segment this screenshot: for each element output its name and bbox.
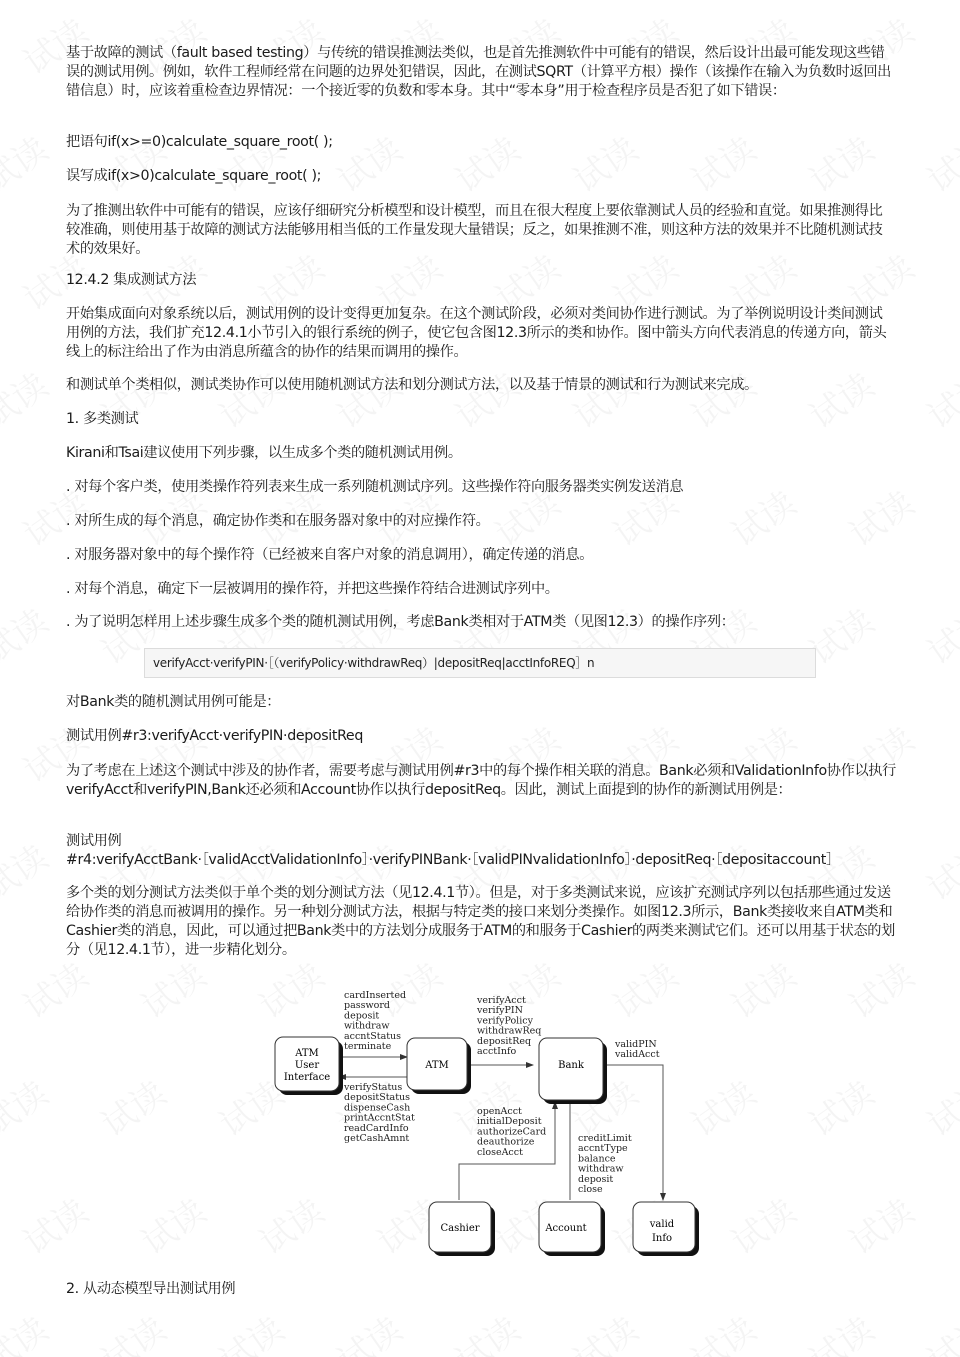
diagram-label-atm-to-bank: verifyAcct xyxy=(477,995,526,1006)
diagram-label-bank-to-account: creditLimit xyxy=(578,1133,632,1144)
subheading-dynamic-model: 2. 从动态模型导出测试用例 xyxy=(66,1281,236,1297)
diagram-label-atm-to-ui: getCashAmnt xyxy=(344,1133,410,1144)
paragraph-guess: 为了推测出软件中可能有的错误，应该仔细研究分析模型和设计模型，而且在很大程度上要依靠测试人员的经验和直觉。如果推测得比较准确，则使用基于故障的测试方法能够用相当低的工作量发现大量错误；反之，如果推测不准，则这种方法的效果并不比随机测试技术的效果好。 xyxy=(66,203,883,257)
step-item-3: . 对服务器对象中的每个操作符（已经被来自客户对象的消息调用），确定传递的消息。 xyxy=(66,547,594,563)
test-case-r4-label: 测试用例 xyxy=(66,833,122,849)
diagram-label-atm-to-bank: verifyPolicy xyxy=(477,1015,533,1027)
diagram-label-ui-to-atm: withdraw xyxy=(344,1020,390,1032)
diagram-label-bank-to-account: close xyxy=(578,1184,603,1195)
diagram-label-ui-to-atm: password xyxy=(344,1000,390,1012)
svg-text:Cashier: Cashier xyxy=(440,1223,480,1234)
test-case-r4: #r4:verifyAcctBank·［validAcctValidationInfo］·verifyPINBank·［validPINvalidationInfo］·depositReq·［depositaccount］ xyxy=(66,852,840,868)
paragraph-bank-random: 对Bank类的随机测试用例可能是： xyxy=(66,694,281,710)
diagram-label-bank-to-account: balance xyxy=(578,1153,616,1165)
diagram-label-cashier-to-bank: authorizeCard xyxy=(477,1126,547,1138)
diagram-label-bank-to-validation: validAcct xyxy=(615,1049,660,1061)
step-item-2: . 对所生成的每个消息，确定协作类和在服务器对象中的对应操作符。 xyxy=(66,513,490,529)
step-item-5: . 为了说明怎样用上述步骤生成多个类的随机测试用例，考虑Bank类相对于ATM类（见图12.3）的操作序列： xyxy=(66,614,735,630)
node-cashier xyxy=(429,1202,495,1256)
svg-text:Interface: Interface xyxy=(283,1072,331,1083)
svg-text:User: User xyxy=(294,1060,320,1071)
test-case-r3: 测试用例#r3:verifyAcct·verifyPIN·depositReq xyxy=(66,728,363,744)
diagram-label-ui-to-atm: cardInserted xyxy=(344,990,407,1001)
paragraph-collaborators: 为了考虑在上述这个测试中涉及的协作者，需要考虑与测试用例#r3中的每个操作相关联的消息。Bank必须和ValidationInfo协作以执行verifyAcct和verifyPIN,Bank还必须和Account协作以执行depositReq。因此，测试上面提到的协作的新测试用例是： xyxy=(66,763,896,798)
node-atm-user-interface xyxy=(275,1037,343,1095)
diagram-label-ui-to-atm: terminate xyxy=(344,1041,392,1052)
diagram-label-atm-to-ui: depositStatus xyxy=(344,1092,411,1104)
paragraph-intro: 基于故障的测试（fault based testing）与传统的错误推测法类似，也是首先推测软件中可能有的错误，然后设计出最可能发现这些错误的测试用例。例如，软件工程师经常在问题的边界处犯错误，因此，在测试SQRT（计算平方根）操作（该操作在输入为负数时返回出错信息）时，应该着重检查边界情况：一个接近零的负数和零本身。其中“零本身”用于检查程序员是否犯了如下错误： xyxy=(66,45,892,99)
diagram-label-atm-to-bank: verifyPIN xyxy=(477,1005,523,1017)
code-line-correct: 把语句if(x>=0)calculate_square_root( ); xyxy=(66,134,333,150)
diagram-label-atm-to-bank: withdrawReq xyxy=(477,1025,542,1037)
diagram-label-cashier-to-bank: initialDeposit xyxy=(477,1116,542,1128)
diagram-label-ui-to-atm: accntStatus xyxy=(344,1030,402,1042)
step-item-1: . 对每个客户类，使用类操作符列表来生成一系列随机测试序列。这些操作符向服务器类实例发送消息 xyxy=(66,479,684,495)
node-atm xyxy=(407,1038,471,1094)
diagram-label-cashier-to-bank: deauthorize xyxy=(477,1136,535,1148)
diagram-label-atm-to-bank: acctInfo xyxy=(477,1046,517,1057)
operation-sequence-code-box: verifyAcct·verifyPIN·［（verifyPolicy·withdrawReq）|depositReq|acctInfoREQ］n xyxy=(144,648,816,678)
svg-text:valid: valid xyxy=(649,1219,675,1230)
paragraph-partition: 多个类的划分测试方法类似于单个类的划分测试方法（见12.4.1节）。但是，对于多类测试来说，应该扩充测试序列以包括那些通过发送给协作类的消息而被调用的操作。另一种划分测试方法，根据与特定类的接口来划分类操作。如图12.3所示，Bank类接收来自ATM类和Cashier类的消息，因此，可以通过把Bank类中的方法划分成服务于ATM的和服务于Cashier的两类来测试它们。还可以用基于状态的划分（见12.4.1节），进一步精化划分。 xyxy=(66,885,895,958)
svg-text:ATM: ATM xyxy=(425,1060,449,1071)
diagram-label-cashier-to-bank: closeAcct xyxy=(477,1146,523,1158)
node-validation-info xyxy=(633,1202,699,1256)
subheading-multiclass: 1. 多类测试 xyxy=(66,411,139,427)
step-item-4: . 对每个消息，确定下一层被调用的操作符，并把这些操作符结合进测试序列中。 xyxy=(66,581,559,597)
svg-text:Bank: Bank xyxy=(558,1060,584,1071)
paragraph-integration-intro: 开始集成面向对象系统以后，测试用例的设计变得更加复杂。在这个测试阶段，必须对类间协作进行测试。为了举例说明设计类间测试用例的方法，我们扩充12.4.1小节引入的银行系统的例子，使它包含图12.3所示的类和协作。图中箭头方向代表消息的传递方向，箭头线上的标注给出了作为由消息所蕴含的协作的结果而调用的操作。 xyxy=(66,306,887,360)
svg-text:ATM: ATM xyxy=(295,1048,319,1059)
diagram-label-atm-to-ui: readCardInfo xyxy=(344,1122,409,1134)
diagram-label-atm-to-ui: dispenseCash xyxy=(344,1102,411,1114)
code-line-wrong: 误写成if(x>0)calculate_square_root( ); xyxy=(66,168,322,184)
node-bank xyxy=(539,1038,607,1104)
svg-text:Account: Account xyxy=(545,1223,587,1234)
diagram-label-atm-to-ui: verifyStatus xyxy=(344,1082,403,1093)
paragraph-kirani: Kirani和Tsai建议使用下列步骤，以生成多个类的随机测试用例。 xyxy=(66,445,462,461)
diagram-label-bank-to-validation: validPIN xyxy=(615,1039,657,1050)
section-heading: 12.4.2 集成测试方法 xyxy=(66,272,197,288)
diagram-label-bank-to-account: accntType xyxy=(578,1143,628,1155)
diagram-label-ui-to-atm: deposit xyxy=(344,1010,380,1022)
diagram-label-atm-to-ui: printAccntStat xyxy=(344,1112,415,1124)
paragraph-similar: 和测试单个类相似，测试类协作可以使用随机测试方法和划分测试方法，以及基于情景的测试和行为测试来完成。 xyxy=(66,377,758,393)
diagram-label-bank-to-account: withdraw xyxy=(578,1163,624,1175)
diagram-label-bank-to-account: deposit xyxy=(578,1173,614,1185)
node-account xyxy=(539,1202,605,1256)
diagram-label-atm-to-bank: depositReq xyxy=(477,1035,532,1047)
svg-text:Info: Info xyxy=(651,1233,673,1244)
diagram-label-cashier-to-bank: openAcct xyxy=(477,1106,522,1117)
